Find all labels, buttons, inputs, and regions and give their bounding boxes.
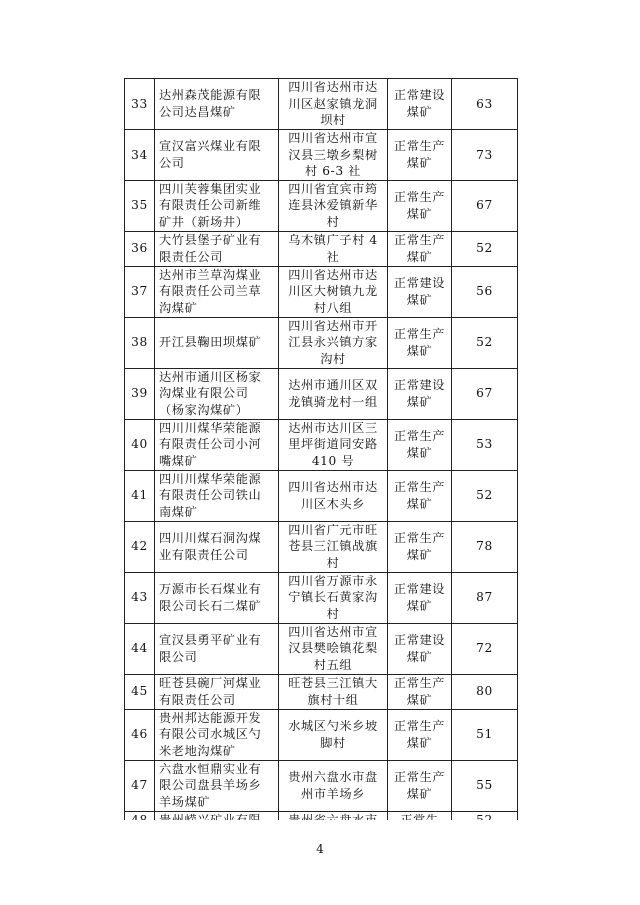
address-cell: 四川省达州市宣汉县三墩乡梨树村 6-3 社 (279, 130, 388, 181)
score-cell: 56 (452, 266, 518, 317)
mine-status-cell: 正常生产煤矿 (388, 317, 452, 368)
mine-status-cell: 正常建设煤矿 (388, 266, 452, 317)
company-name-cell: 旺苍县碗厂河煤业有限责任公司 (155, 674, 279, 709)
score-cell: 67 (452, 180, 518, 231)
mine-status-cell: 正常生产煤矿 (388, 760, 452, 811)
row-number-cell: 33 (125, 79, 155, 130)
table-row (125, 368, 518, 419)
address-cell: 四川省达州市达川区大树镇九龙村八组 (279, 266, 388, 317)
row-number-cell: 36 (125, 231, 155, 266)
company-name-cell: 宣汉县勇平矿业有限公司 (155, 623, 279, 674)
company-name-cell: 六盘水恒鼎实业有限公司盘县羊场乡羊场煤矿 (155, 760, 279, 811)
table-row (125, 266, 518, 317)
score-cell: 52 (452, 317, 518, 368)
company-name-cell: 达州市通川区杨家沟煤业有限公司（杨家沟煤矿） (155, 368, 279, 419)
table-row (125, 180, 518, 231)
table-row (125, 419, 518, 470)
company-name-cell: 万源市长石煤业有限公司长石二煤矿 (155, 572, 279, 623)
row-number-cell: 40 (125, 419, 155, 470)
score-cell: 51 (452, 709, 518, 760)
row-number-cell: 43 (125, 572, 155, 623)
row-number-cell: 41 (125, 470, 155, 521)
company-name-cell: 开江县鞠田坝煤矿 (155, 317, 279, 368)
mine-status-cell: 正常生产煤矿 (388, 130, 452, 181)
mine-status-cell: 正常生产煤矿 (388, 419, 452, 470)
score-cell: 73 (452, 130, 518, 181)
table-row (125, 760, 518, 811)
table-row (125, 709, 518, 760)
row-number-cell: 34 (125, 130, 155, 181)
address-cell: 水城区勺米乡坡脚村 (279, 709, 388, 760)
mine-status-cell: 正常建设煤矿 (388, 623, 452, 674)
score-cell: 55 (452, 760, 518, 811)
row-number-cell: 39 (125, 368, 155, 419)
row-number-cell: 35 (125, 180, 155, 231)
mine-status-cell: 正常建设煤矿 (388, 79, 452, 130)
address-cell: 达州市通川区双龙镇骑龙村一组 (279, 368, 388, 419)
address-cell: 四川省达州市达川区赵家镇龙洞坝村 (279, 79, 388, 130)
company-name-cell: 宣汉富兴煤业有限公司 (155, 130, 279, 181)
mine-status-cell: 正常生产煤矿 (388, 231, 452, 266)
address-cell: 四川省广元市旺苍县三江镇战旗村 (279, 521, 388, 572)
row-number-cell: 44 (125, 623, 155, 674)
table-row (125, 231, 518, 266)
table-row (125, 470, 518, 521)
mine-status-cell: 正常生产煤矿 (388, 674, 452, 709)
mine-status-cell: 正常建设煤矿 (388, 572, 452, 623)
row-number-cell: 37 (125, 266, 155, 317)
table-body (125, 79, 518, 830)
company-name-cell: 四川川煤华荣能源有限责任公司铁山南煤矿 (155, 470, 279, 521)
row-number-cell: 45 (125, 674, 155, 709)
score-cell: 78 (452, 521, 518, 572)
address-cell: 贵州六盘水市盘州市羊场乡 (279, 760, 388, 811)
mine-status-cell: 正常生产煤矿 (388, 470, 452, 521)
score-cell: 87 (452, 572, 518, 623)
table-row (125, 521, 518, 572)
table-row (125, 130, 518, 181)
company-name-cell: 达州市兰草沟煤业有限责任公司兰草沟煤矿 (155, 266, 279, 317)
mine-list-table (124, 78, 518, 830)
address-cell: 四川省万源市永宁镇长石黄家沟村 (279, 572, 388, 623)
page-number: 4 (316, 842, 324, 856)
score-cell: 53 (452, 419, 518, 470)
address-cell: 达州市达川区三里坪街道同安路 410 号 (279, 419, 388, 470)
row-number-cell: 38 (125, 317, 155, 368)
company-name-cell: 四川川煤华荣能源有限责任公司小河嘴煤矿 (155, 419, 279, 470)
address-cell: 乌木镇广子村 4 社 (279, 231, 388, 266)
score-cell: 67 (452, 368, 518, 419)
company-name-cell: 四川川煤石洞沟煤业有限责任公司 (155, 521, 279, 572)
table-row (125, 572, 518, 623)
page-bottom-margin (0, 820, 640, 905)
mine-status-cell: 正常生产煤矿 (388, 521, 452, 572)
address-cell: 四川省达州市达川区木头乡 (279, 470, 388, 521)
address-cell: 四川省达州市开江县永兴镇方家沟村 (279, 317, 388, 368)
table-row (125, 79, 518, 130)
score-cell: 72 (452, 623, 518, 674)
address-cell: 四川省达州市宣汉县樊哙镇花梨村五组 (279, 623, 388, 674)
mine-status-cell: 正常生产煤矿 (388, 180, 452, 231)
company-name-cell: 贵州邦达能源开发有限公司水城区勺米老地沟煤矿 (155, 709, 279, 760)
score-cell: 52 (452, 231, 518, 266)
mine-status-cell: 正常生产煤矿 (388, 709, 452, 760)
score-cell: 63 (452, 79, 518, 130)
address-cell: 四川省宜宾市筠连县沐爱镇新华村 (279, 180, 388, 231)
company-name-cell: 四川芙蓉集团实业有限责任公司新维矿井（新场井） (155, 180, 279, 231)
address-cell: 旺苍县三江镇大旗村十组 (279, 674, 388, 709)
company-name-cell: 大竹县堡子矿业有限责任公司 (155, 231, 279, 266)
table-row (125, 317, 518, 368)
score-cell: 80 (452, 674, 518, 709)
row-number-cell: 46 (125, 709, 155, 760)
row-number-cell: 42 (125, 521, 155, 572)
table-row (125, 623, 518, 674)
company-name-cell: 达州森茂能源有限公司达昌煤矿 (155, 79, 279, 130)
table-row (125, 674, 518, 709)
mine-status-cell: 正常建设煤矿 (388, 368, 452, 419)
score-cell: 52 (452, 470, 518, 521)
row-number-cell: 47 (125, 760, 155, 811)
